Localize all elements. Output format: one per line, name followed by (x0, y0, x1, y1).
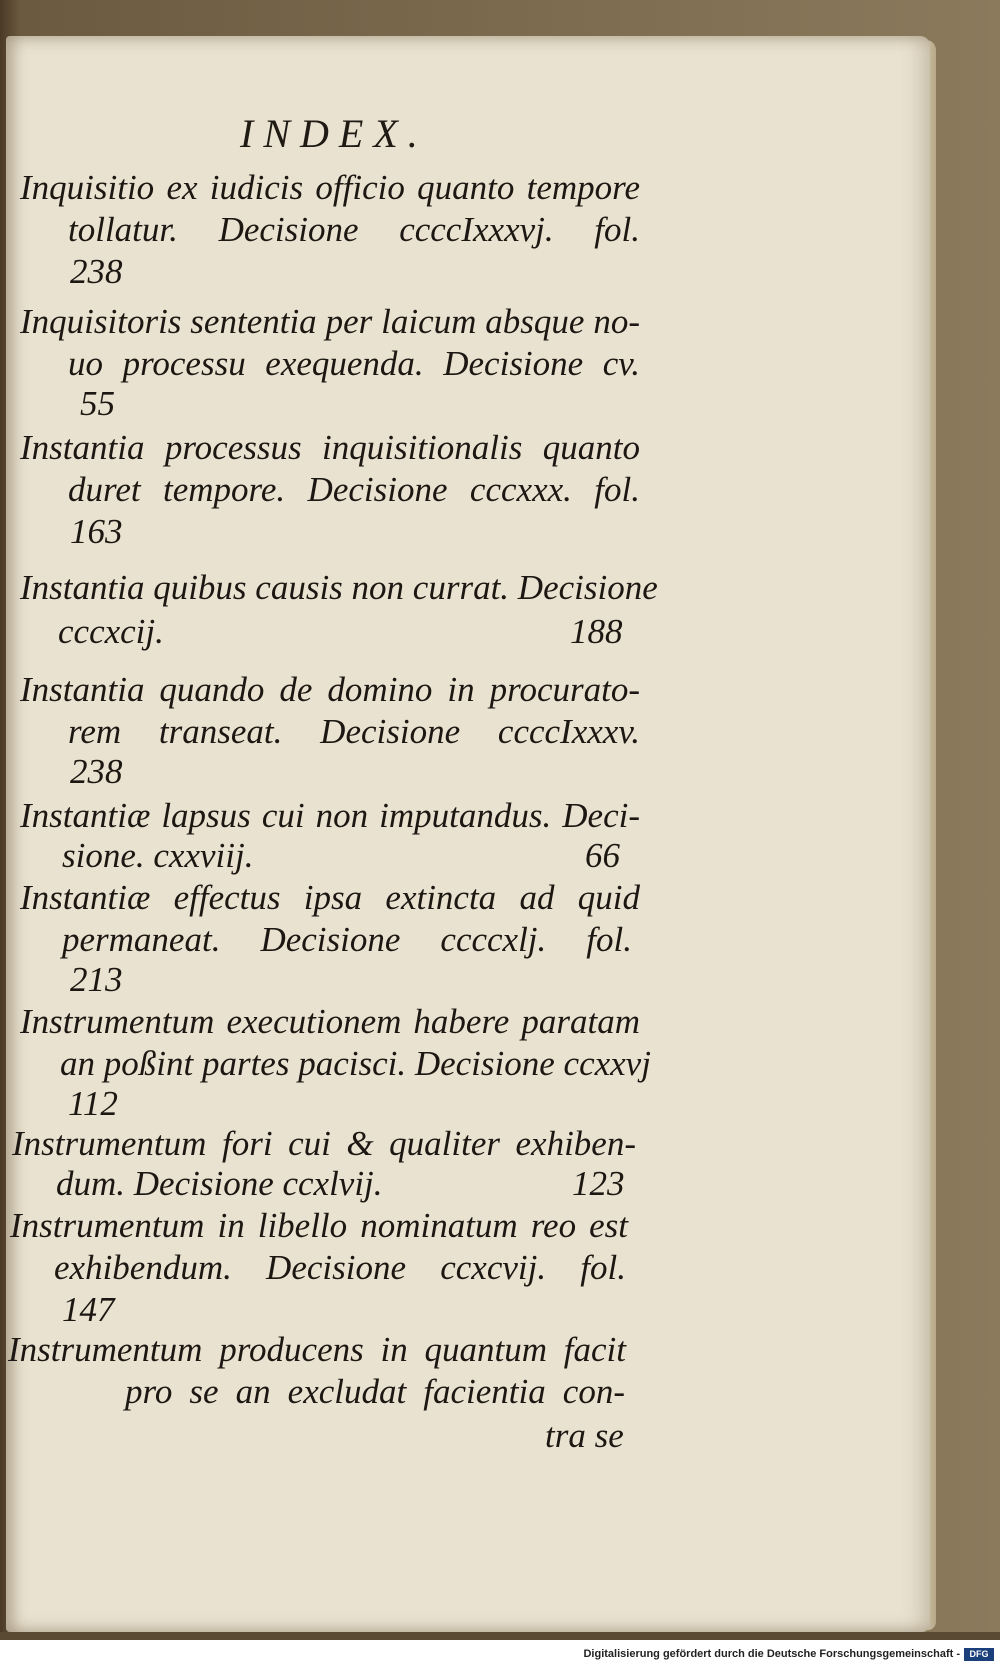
footer-bar (0, 1640, 1000, 1670)
entry-line: duret tempore. Decisione cccxxx. fol. (68, 470, 640, 509)
entry-line: tra se (545, 1416, 624, 1455)
entry-line: dum. Decisione ccxlvij. (56, 1164, 383, 1203)
entry-line: Instrumentum in libello nominatum reo est (10, 1206, 628, 1245)
bottom-edge (0, 1632, 1000, 1640)
entry-line: Instrumentum fori cui & qualiter exhiben- (12, 1124, 636, 1163)
dfg-logo: DFG (964, 1648, 994, 1661)
entry-line: Instrumentum producens in quantum facit (8, 1330, 626, 1369)
entry-page-number: 112 (68, 1084, 118, 1123)
entry-page-number: 238 (70, 752, 123, 791)
entry-line: pro se an excludat facientia con- (125, 1372, 625, 1411)
entry-line: Inquisitoris sententia per laicum absque no- (20, 302, 640, 341)
entry-page-number: 123 (572, 1164, 625, 1203)
entry-line: Instantia processus inquisitionalis quanto (20, 428, 640, 467)
entry-line: Instrumentum executionem habere paratam (20, 1002, 640, 1041)
running-head: INDEX. (240, 111, 428, 156)
entry-line: exhibendum. Decisione ccxcvij. fol. (54, 1248, 626, 1287)
entry-line: Instantiæ effectus ipsa extincta ad quid (20, 878, 640, 917)
entry-line: Instantia quibus causis non currat. Decisione (20, 568, 658, 607)
entry-line: uo processu exequenda. Decisione cv. (68, 344, 640, 383)
entry-page-number: 188 (570, 612, 623, 651)
entry-page-number: 238 (70, 252, 123, 291)
entry-line: Instantia quando de domino in procurato- (20, 670, 640, 709)
entry-line: tollatur. Decisione ccccIxxxvj. fol. (68, 210, 640, 249)
entry-line: an poßint partes pacisci. Decisione ccxxvj (60, 1044, 651, 1083)
entry-line: sione. cxxviij. (62, 836, 254, 875)
footer-credit: Digitalisierung gefördert durch die Deutsche Forschungsgemeinschaft - (583, 1648, 960, 1660)
entry-line: Instantiæ lapsus cui non imputandus. Deci- (20, 796, 640, 835)
entry-line: permaneat. Decisione ccccxlj. fol. (62, 920, 632, 959)
entry-page-number: 163 (70, 512, 123, 551)
entry-line: Inquisitio ex iudicis officio quanto tempore (20, 168, 640, 207)
entry-page-number: 55 (80, 384, 115, 423)
entry-line: cccxcij. (58, 612, 164, 651)
entry-line: rem transeat. Decisione ccccIxxxv. (68, 712, 640, 751)
entry-page-number: 147 (62, 1290, 115, 1329)
entry-page-number: 66 (585, 836, 620, 875)
entry-page-number: 213 (70, 960, 123, 999)
